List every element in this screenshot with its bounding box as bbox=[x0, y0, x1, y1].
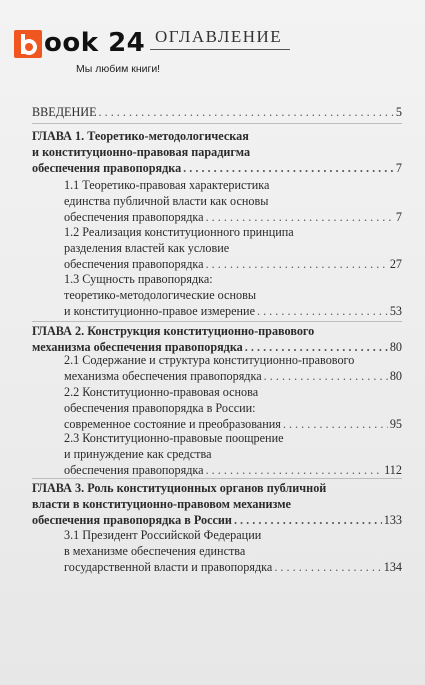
toc-section-3-1-line: 3.1 Президент Российской Федерации bbox=[64, 528, 262, 542]
toc-section-1-3-line: теоретико-методологические основы bbox=[64, 288, 257, 302]
toc-section-1-2-line: разделения властей как условие bbox=[64, 241, 230, 255]
book24-tagline: Мы любим книги! bbox=[76, 63, 161, 75]
page-number: 134 bbox=[383, 560, 402, 574]
toc-section-1-1-line: единства публичной власти как основы bbox=[64, 194, 269, 208]
toc-section-1-2-line: 1.2 Реализация конституционного принципа bbox=[64, 225, 294, 239]
toc-chapter-1: обеспечения правопорядка . . . 7 bbox=[32, 160, 402, 176]
page-number: 5 bbox=[395, 105, 402, 119]
toc-chapter-2: механизма обеспечения правопорядка . . . 80 bbox=[32, 339, 402, 355]
toc-section-2-3-line: и принуждение как средства bbox=[64, 447, 212, 461]
page-number: 133 bbox=[383, 513, 402, 527]
toc-chapter-1-line: и конституционно-правовая парадигма bbox=[32, 145, 251, 159]
toc-chapter-3-line: власти в конституционно-правовом механизме bbox=[32, 497, 291, 511]
page-number: 112 bbox=[384, 463, 402, 477]
toc-section-2-2-line: обеспечения правопорядка в России: bbox=[64, 401, 256, 415]
toc-chapter-3: обеспечения правопорядка в России . . . 133 bbox=[32, 512, 402, 528]
toc-section-2-1: механизма обеспечения правопорядка . . . 80 bbox=[64, 368, 402, 384]
page-number: 95 bbox=[389, 417, 402, 431]
toc-section-2-3-line: 2.3 Конституционно-правовые поощрение bbox=[64, 431, 284, 445]
book24-logo-text: ook 24 bbox=[44, 28, 146, 58]
divider bbox=[32, 478, 402, 479]
toc-section-3-1: государственной власти и правопорядка . . . 134 bbox=[64, 559, 402, 575]
page-number: 27 bbox=[389, 257, 402, 271]
toc-section-1-1: обеспечения правопорядка . . . 7 bbox=[64, 209, 402, 225]
toc-section-2-3: обеспечения правопорядка . . . 112 bbox=[64, 462, 402, 478]
toc-section-1-3: и конституционно-правое измерение . . . 53 bbox=[64, 303, 402, 319]
toc-section-3-1-line: в механизме обеспечения единства bbox=[64, 544, 246, 558]
page-number: 7 bbox=[395, 161, 402, 175]
toc-chapter-3-line: ГЛАВА 3. Роль конституционных органов публичной bbox=[32, 481, 327, 495]
toc-section-1-3-line: 1.3 Сущность правопорядка: bbox=[64, 272, 213, 286]
toc-section-2-2: современное состояние и преобразования . . . 95 bbox=[64, 416, 402, 432]
toc-section-1-2: обеспечения правопорядка . . . 27 bbox=[64, 256, 402, 272]
page-number: 7 bbox=[395, 210, 402, 224]
toc-entry-intro: ВВЕДЕНИЕ . . . 5 bbox=[32, 104, 402, 120]
toc-chapter-1-line: ГЛАВА 1. Теоретико-методологическая bbox=[32, 129, 249, 143]
toc-chapter-2-line: ГЛАВА 2. Конструкция конституционно-правового bbox=[32, 324, 315, 338]
page-number: 80 bbox=[389, 340, 402, 354]
toc-section-1-1-line: 1.1 Теоретико-правовая характеристика bbox=[64, 178, 270, 192]
page-number: 53 bbox=[389, 304, 402, 318]
page-number: 80 bbox=[389, 369, 402, 383]
divider bbox=[32, 321, 402, 322]
page-title: ОГЛАВЛЕНИЕ bbox=[155, 27, 283, 46]
toc-section-2-2-line: 2.2 Конституционно-правовая основа bbox=[64, 385, 259, 399]
divider bbox=[32, 123, 402, 124]
toc-section-2-1-line: 2.1 Содержание и структура конституционно-правового bbox=[64, 353, 355, 367]
